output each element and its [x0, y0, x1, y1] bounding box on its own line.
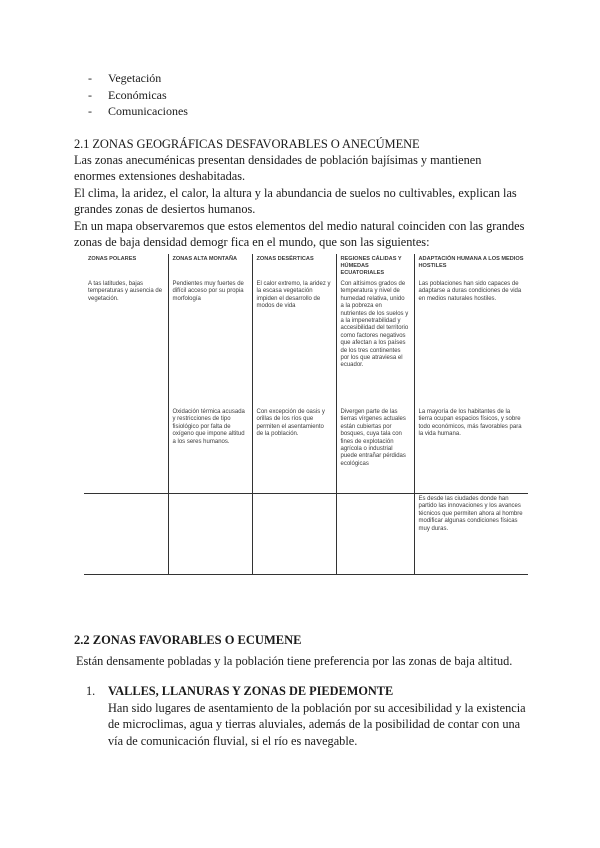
- list-item: - Comunicaciones: [88, 104, 188, 118]
- paragraph: En un mapa observaremos que estos elementos del medio natural coinciden con las grandes zonas de baja densidad demogr fica en el mundo, que son las siguientes:: [74, 218, 525, 250]
- list-item-body: Han sido lugares de asentamiento de la población por su accesibilidad y la existencia de microclimas, agua y tierras aluviales, además de la posibilidad de contar con una vía de comunicación fluvial, si el río es navegable.: [108, 700, 526, 748]
- table-cell: Con altísimos grados de temperatura y nivel de humedad relativa, unido a la pobreza en nutrientes de los suelos y a la impenetrabilidad y accesibilidad del territorio como factores negativos que afectan a los países de los tres continentes por los que atraviesa el ecuador.: [336, 279, 414, 407]
- table-header-row: [84, 254, 528, 279]
- paragraph: Están densamente pobladas y la población tiene preferencia por las zonas de baja altitud.: [76, 654, 513, 668]
- table-cell: Divergen parte de las tierras vírgenes actuales están cubiertas por bosques, cuya tala con fines de explotación agrícola o industrial puede entrañar pérdidas ecológicas: [336, 407, 414, 494]
- table-cell: [84, 494, 168, 575]
- list-number: 1.: [86, 684, 96, 698]
- table-cell: Las poblaciones han sido capaces de adaptarse a duras condiciones de vida en medios naturales hostiles.: [414, 279, 528, 407]
- table-header-cell: ZONAS ALTA MONTAÑA: [168, 254, 252, 279]
- table-cell: Oxidación térmica acusada y restricciones de tipo fisiológico por falta de oxígeno que impone altitud a los seres humanos.: [168, 407, 252, 494]
- table-header-cell: ADAPTACIÓN HUMANA A LOS MEDIOS HOSTILES: [414, 254, 528, 279]
- table-row: [84, 279, 528, 407]
- table-cell: El calor extremo, la aridez y la escasa vegetación impiden el desarrollo de modos de vida: [252, 279, 336, 407]
- table-row: [84, 407, 528, 494]
- table-cell: Es desde las ciudades donde han partido las innovaciones y los avances técnicos que permiten ahora al hombre modificar algunas condiciones físicas muy duras.: [414, 494, 528, 575]
- paragraph: El clima, la aridez, el calor, la altura y la abundancia de suelos no cultivables, explican las grandes zonas de desiertos humanos.: [74, 185, 517, 217]
- table-cell: Pendientes muy fuertes de difícil acceso por su propia morfología: [168, 279, 252, 407]
- bullet-text: Comunicaciones: [108, 104, 188, 118]
- bullet-text: Económicas: [108, 87, 167, 102]
- numbered-list-item: [86, 683, 526, 749]
- table-row: [84, 494, 528, 575]
- table-header-cell: ZONAS POLARES: [88, 256, 137, 262]
- table-header-cell: ZONAS DESÉRTICAS: [252, 254, 336, 279]
- table-cell: [84, 407, 168, 494]
- section-heading-ecumene: 2.2 ZONAS FAVORABLES O ECUMENE: [74, 633, 302, 647]
- paragraph: Las zonas anecuménicas presentan densidades de población bajísimas y mantienen enormes extensiones deshabitadas.: [74, 153, 482, 184]
- table-cell: [252, 494, 336, 575]
- section-heading-anecumene: 2.1 ZONAS GEOGRÁFICAS DESFAVORABLES O ANECÚMENE: [74, 137, 420, 151]
- table-cell: A tas latitudes, bajas temperaturas y ausencia de vegetación.: [88, 281, 163, 302]
- table-header-cell: REGIONES CÁLIDAS Y HÚMEDAS ECUATORIALES: [336, 254, 414, 279]
- list-item: - Vegetación: [88, 71, 162, 85]
- bullet-list: [88, 70, 188, 120]
- list-item: - Económicas: [88, 87, 167, 102]
- zones-table: [84, 254, 528, 575]
- section-body-anecumene: [74, 152, 526, 250]
- table-cell: [168, 494, 252, 575]
- table-cell: [336, 494, 414, 575]
- table-cell: Con excepción de oasis y orillas de los ríos que permiten el asentamiento de la población.: [252, 407, 336, 494]
- table-cell: La mayoría de los habitantes de la tierra ocupan espacios físicos, y sobre todo económicos, más favorables para la vida humana.: [414, 407, 528, 494]
- bullet-text: Vegetación: [108, 71, 162, 85]
- list-item-title: VALLES, LLANURAS Y ZONAS DE PIEDEMONTE: [108, 684, 394, 698]
